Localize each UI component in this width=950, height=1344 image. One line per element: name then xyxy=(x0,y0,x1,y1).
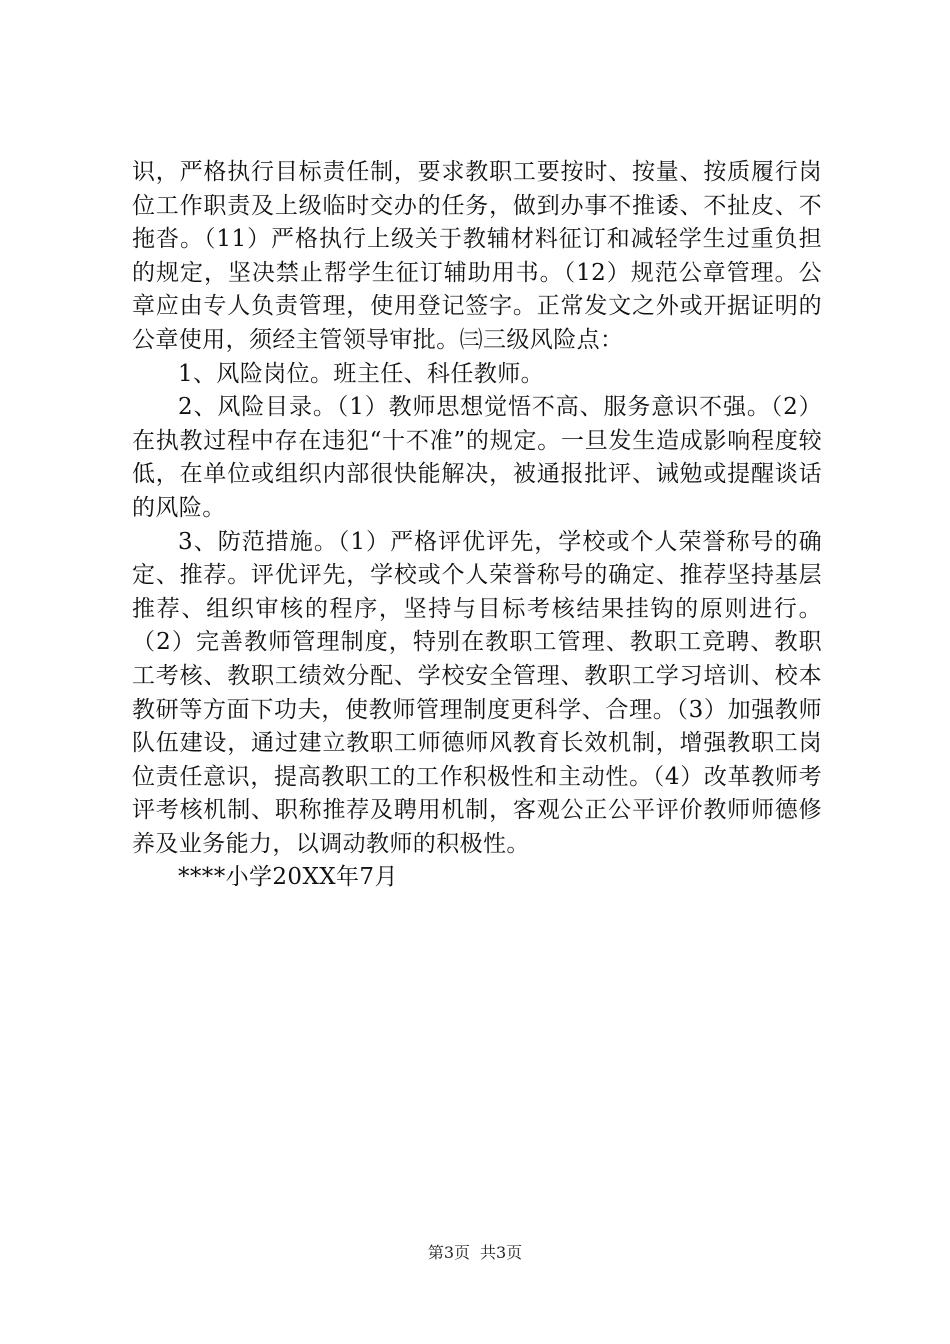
document-body xyxy=(132,156,822,895)
paragraph-prevention-measures: 3、防范措施。（1）严格评优评先，学校或个人荣誉称号的确定、推荐。评优评先，学校或个人荣誉称号的确定、推荐坚持基层推荐、组织审核的程序，坚持与目标考核结果挂钩的原则进行。（2）完善教师管理制度，特别在教职工管理、教职工竞聘、教职工考核、教职工绩效分配、学校安全管理、教职工学习培训、校本教研等方面下功夫，使教师管理制度更科学、合理。（3）加强教师队伍建设，通过建立教职工师德师风教育长效机制，增强教职工岗位责任意识，提高教职工的工作积极性和主动性。（4）改革教师考评考核机制、职称推荐及聘用机制，客观公正公平评价教师师德修养及业务能力，以调动教师的积极性。 xyxy=(132,528,822,857)
page-total: 共3页 xyxy=(480,1243,523,1262)
page-footer xyxy=(0,1243,950,1263)
page-number: 第3页 xyxy=(427,1243,470,1262)
paragraph-risk-positions: 1、风险岗位。班主任、科任教师。 xyxy=(178,360,545,387)
document-signature-date: ****小学20XX年7月 xyxy=(178,864,398,891)
paragraph-risk-catalog: 2、风险目录。（1）教师思想觉悟不高、服务意识不强。（2）在执教过程中存在违犯“十不准”的规定。一旦发生造成影响程度较低，在单位或组织内部很快能解决，被通报批评、诫勉或提醒谈话的风险。 xyxy=(132,394,822,521)
paragraph-continuation: 识，严格执行目标责任制，要求教职工要按时、按量、按质履行岗位工作职责及上级临时交办的任务，做到办事不推诿、不扯皮、不拖沓。（11）严格执行上级关于教辅材料征订和减轻学生过重负担的规定，坚决禁止帮学生征订辅助用书。（12）规范公章管理。公章应由专人负责管理，使用登记签字。正常发文之外或开据证明的公章使用，须经主管领导审批。㈢三级风险点： xyxy=(132,159,822,353)
